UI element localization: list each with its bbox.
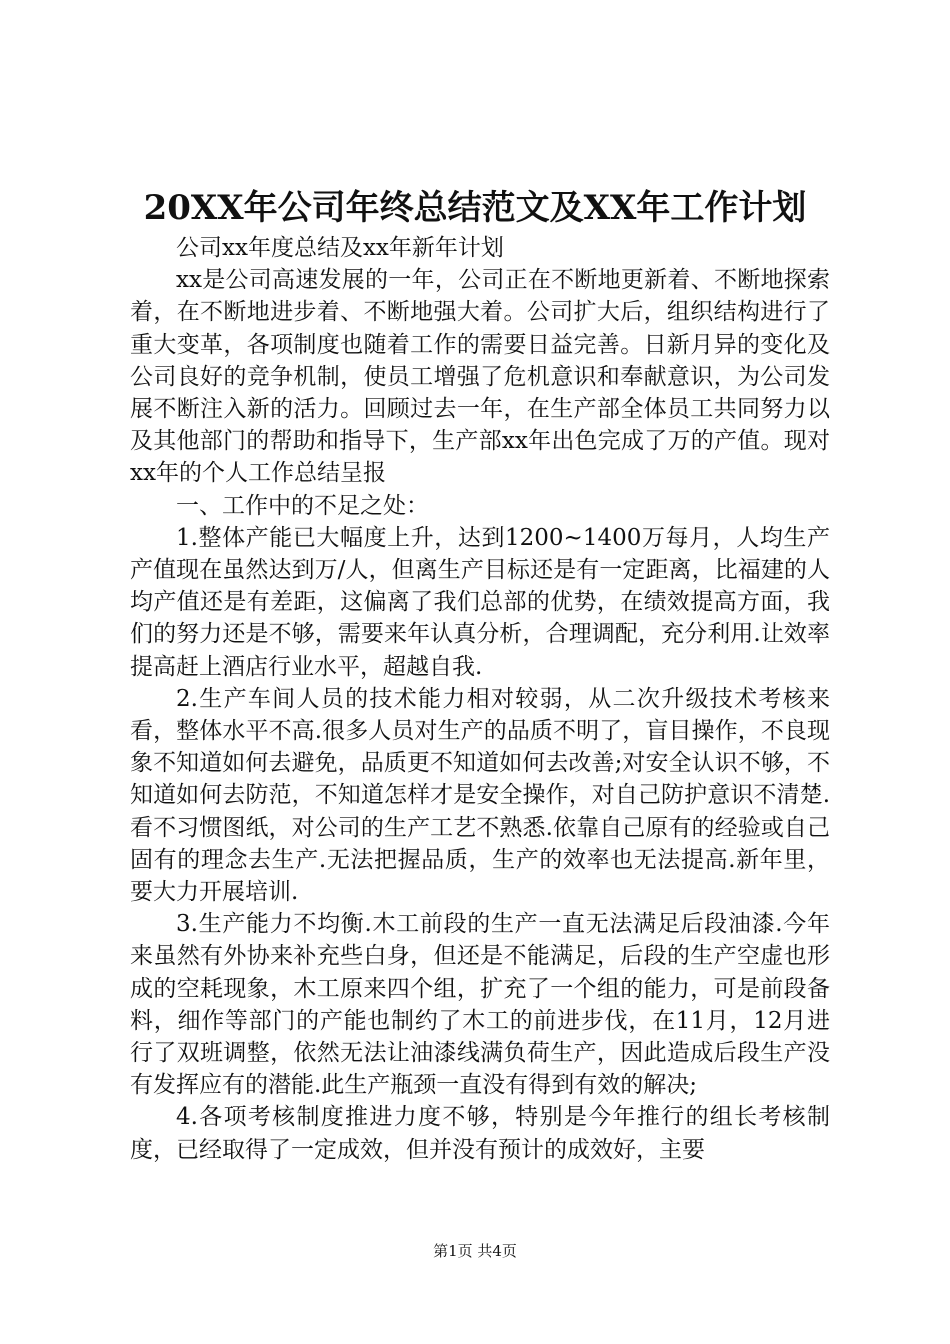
section-heading: 一、工作中的不足之处：: [176, 492, 429, 519]
document-title: 20XX年公司年终总结范文及XX年工作计划: [143, 188, 807, 228]
paragraph-intro: xx是公司高速发展的一年，公司正在不断地更新着、不断地探索着，在不断地进步着、不断地强大着。公司扩大后，组织结构进行了重大变革，各项制度也随着工作的需要日益完善。日新月异的变化及公司良好的竞争机制，使员工增强了危机意识和奉献意识，为公司发展不断注入新的活力。回顾过去一年，在生产部全体员工共同努力以及其他部门的帮助和指导下，生产部xx年出色完成了万的产值。现对xx年的个人工作总结呈报: [130, 267, 830, 487]
paragraph-item-2: 2.生产车间人员的技术能力相对较弱，从二次升级技术考核来看，整体水平不高.很多人员对生产的品质不明了，盲目操作，不良现象不知道如何去避免，品质更不知道如何去改善;对安全认识不够，不知道如何去防范，不知道怎样才是安全操作，对自己防护意识不清楚.看不习惯图纸，对公司的生产工艺不熟悉.依靠自己原有的经验或自己固有的理念去生产.无法把握品质，生产的效率也无法提高.新年里，要大力开展培训.: [130, 685, 830, 906]
page-number-footer: 第1页 共4页: [433, 1242, 517, 1260]
paragraph-item-4: 4.各项考核制度推进力度不够，特别是今年推行的组长考核制度，已经取得了一定成效，但并没有预计的成效好，主要: [130, 1104, 830, 1163]
paragraph-subtitle: 公司xx年度总结及xx年新年计划: [176, 235, 504, 261]
document-body: [130, 232, 830, 1166]
paragraph-item-1: 1.整体产能已大幅度上升，达到1200~1400万每月，人均生产产值现在虽然达到万/人，但离生产目标还是有一定距离，比福建的人均产值还是有差距，这偏离了我们总部的优势，在绩效提高方面，我们的努力还是不够，需要来年认真分析，合理调配，充分利用.让效率提高赶上酒店行业水平，超越自我.: [130, 524, 830, 680]
paragraph-item-3: 3.生产能力不均衡.木工前段的生产一直无法满足后段油漆.今年来虽然有外协来补充些白身，但还是不能满足，后段的生产空虚也形成的空耗现象，木工原来四个组，扩充了一个组的能力，可是前段备料，细作等部门的产能也制约了木工的前进步伐，在11月，12月进行了双班调整，依然无法让油漆线满负荷生产，因此造成后段生产没有发挥应有的潜能.此生产瓶颈一直没有得到有效的解决;: [130, 911, 830, 1099]
